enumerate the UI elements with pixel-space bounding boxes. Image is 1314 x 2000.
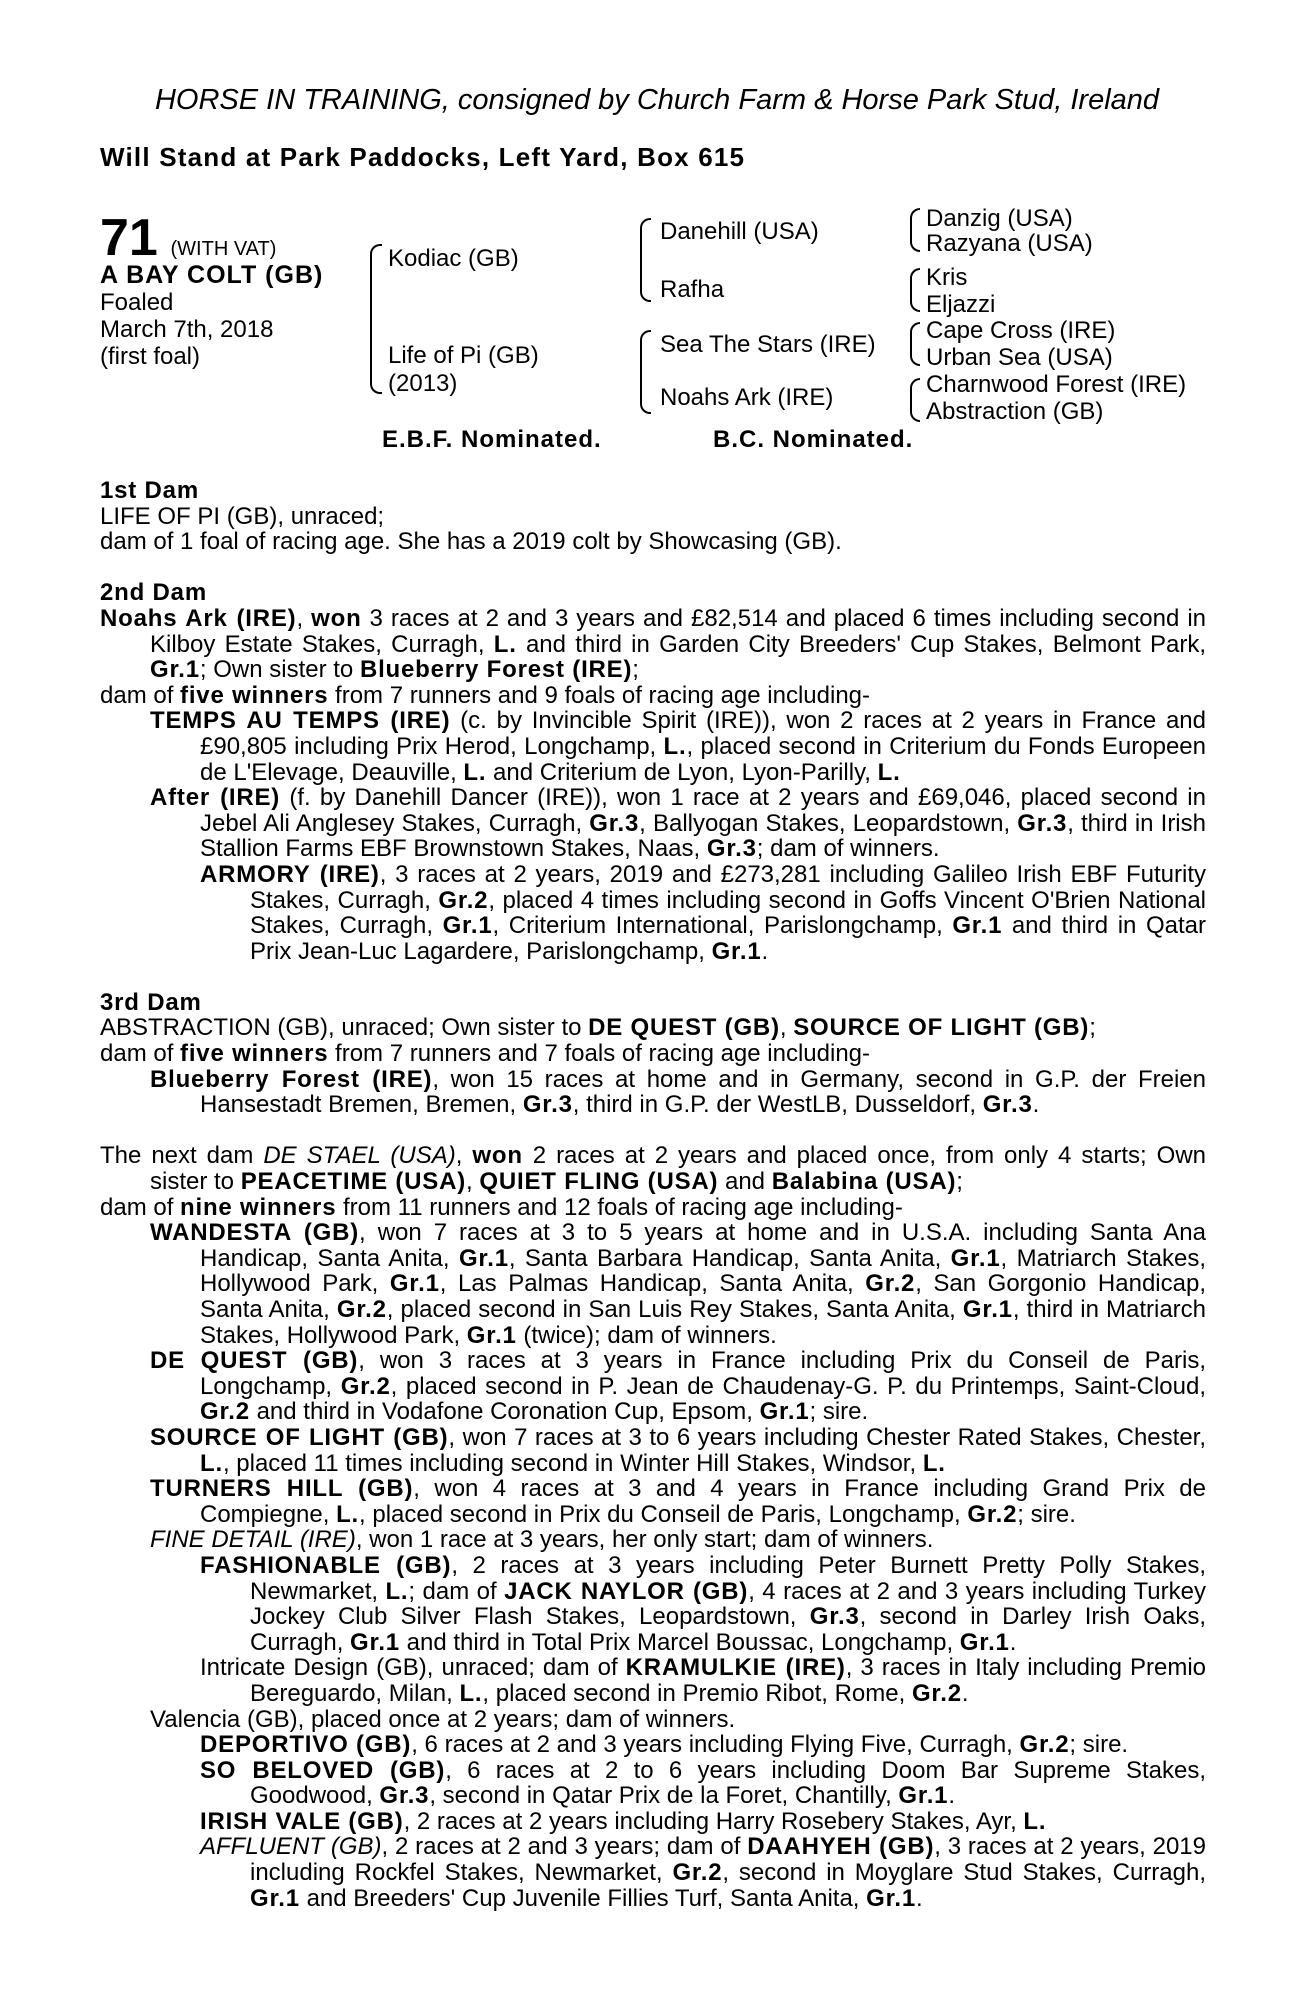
deportivo: DEPORTIVO (GB), 6 races at 2 and 3 years including Flying Five, Curragh, Gr.2; sire. (200, 1731, 1129, 1759)
g-bracket-2 (910, 268, 920, 312)
stable-location: Will Stand at Park Paddocks, Left Yard, Box 615 (100, 142, 746, 172)
g-bracket-1 (910, 208, 920, 252)
g8: Abstraction (GB) (926, 398, 1104, 425)
dam-year: (2013) (388, 370, 458, 397)
g1: Danzig (USA) (926, 205, 1073, 232)
dam-line-bracket (640, 330, 651, 414)
source-of-light: SOURCE OF LIGHT (GB), won 7 races at 3 to 6 years including Chester Rated Stakes, Chester, L., placed 11 times including second in Winter Hill Stakes, Windsor, L. (150, 1423, 1207, 1477)
lot-number: 71 (100, 209, 158, 267)
sire-line-bracket (640, 218, 651, 302)
de-quest: DE QUEST (GB), won 3 races at 3 years in France including Prix du Conseil de Paris, Longchamp, Gr.2, placed second in P. Jean de Chaudenay-G. P. du Printemps, Saint-Cloud, Gr.2 and third in Vodafone Coronation Cup, Epsom, Gr.1; sire. (150, 1347, 1206, 1426)
first-dam-line2: dam of 1 foal of racing age. She has a 2019 colt by Showcasing (GB). (100, 528, 842, 556)
sire-dam-bracket (370, 244, 382, 394)
dam-sire: Sea The Stars (IRE) (660, 331, 876, 358)
foaled-label: Foaled (100, 289, 174, 316)
dam-dam: Noahs Ark (IRE) (660, 384, 834, 411)
second-dam-produce: dam of five winners from 7 runners and 9 foals of racing age including- (100, 681, 871, 709)
armory: ARMORY (IRE), 3 races at 2 years, 2019 and £273,281 including Galileo Irish EBF Futurity Stakes, Curragh, Gr.2, placed 4 times including second in Goffs Vincent O'Brien National Stakes, Curragh, Gr.1, Criterium International, Parislongchamp, Gr.1 and third in Qatar Prix Jean-Luc Lagardere, Parislongchamp, Gr.1. (200, 860, 1207, 965)
sire-dam: Rafha (660, 276, 725, 303)
g5: Cape Cross (IRE) (926, 317, 1116, 344)
pedigree-notes (100, 478, 1206, 1911)
third-dam-record: ABSTRACTION (GB), unraced; Own sister to DE QUEST (GB), SOURCE OF LIGHT (GB); (100, 1014, 1096, 1042)
sire: Kodiac (GB) (388, 245, 519, 272)
g2: Razyana (USA) (926, 230, 1093, 257)
lot-description: A BAY COLT (GB) (100, 261, 324, 289)
foal-note: (first foal) (100, 343, 201, 370)
g6: Urban Sea (USA) (926, 344, 1113, 371)
vat-note: (WITH VAT) (170, 238, 277, 260)
second-dam-record: Noahs Ark (IRE), won 3 races at 2 and 3 years and £82,514 and placed 6 times including second in Kilboy Estate Stakes, Curragh, L. and third in Garden City Breeders' Cup Stakes, Belmont Park, Gr.1; Own sister to Blueberry Forest (IRE); (100, 604, 1206, 684)
g-bracket-4 (910, 378, 920, 422)
g-bracket-3 (910, 322, 920, 366)
fashionable: FASHIONABLE (GB), 2 races at 3 years including Peter Burnett Pretty Polly Stakes, Newmarket, L.; dam of JACK NAYLOR (GB), 4 races at 2 and 3 years including Turkey Jockey Club Silver Flash Stakes, Leopardstown, Gr.3, second in Darley Irish Oaks, Curragh, Gr.1 and third in Total Prix Marcel Boussac, Longchamp, Gr.1. (200, 1551, 1206, 1656)
temps-au-temps: TEMPS AU TEMPS (IRE) (c. by Invincible Spirit (IRE)), won 2 races at 2 years in France and £90,805 including Prix Herod, Longchamp, L., placed second in Criterium du Fonds Europeen de L'Elevage, Deauville, L. and Criterium de Lyon, Lyon-Parilly, L. (150, 707, 1206, 786)
g7: Charnwood Forest (IRE) (926, 371, 1187, 398)
affluent: AFFLUENT (GB), 2 races at 2 and 3 years; dam of DAAHYEH (GB), 3 races at 2 years, 2019 including Rockfel Stakes, Newmarket, Gr.2, second in Moyglare Stud Stakes, Curragh, Gr.1 and Breeders' Cup Juvenile Fillies Turf, Santa Anita, Gr.1. (200, 1833, 1206, 1912)
next-dam-record: The next dam DE STAEL (USA), won 2 races at 2 years and placed once, from only 4 starts; Own sister to PEACETIME (USA), QUIET FLING (USA) and Balabina (USA); (100, 1142, 1206, 1196)
turners-hill: TURNERS HILL (GB), won 4 races at 3 and 4 years in France including Grand Prix de Compiegne, L., placed second in Prix du Conseil de Paris, Longchamp, Gr.2; sire. (150, 1475, 1206, 1528)
g4: Eljazzi (926, 291, 996, 318)
second-dam-heading: 2nd Dam (100, 579, 207, 607)
lot-number-line (100, 209, 277, 267)
intricate-design: Intricate Design (GB), unraced; dam of KRAMULKIE (IRE), 3 races in Italy including Premio Bereguardo, Milan, L., placed second in Premio Ribot, Rome, Gr.2. (200, 1654, 1206, 1707)
bc-nominated: B.C. Nominated. (713, 426, 914, 453)
dam: Life of Pi (GB) (388, 342, 539, 369)
foaled-date: March 7th, 2018 (100, 316, 274, 343)
so-beloved: SO BELOVED (GB), 6 races at 2 to 6 years including Doom Bar Supreme Stakes, Goodwood, Gr.3, second in Qatar Prix de la Foret, Chantilly, Gr.1. (200, 1756, 1206, 1810)
third-dam-heading: 3rd Dam (100, 988, 202, 1016)
g3: Kris (926, 264, 968, 291)
sire-sire: Danehill (USA) (660, 218, 819, 245)
ebf-nominated: E.B.F. Nominated. (382, 426, 602, 453)
after: After (IRE) (f. by Danehill Dancer (IRE)), won 1 race at 2 years and £69,046, placed second in Jebel Ali Anglesey Stakes, Curragh, Gr.3, Ballyogan Stakes, Leopardstown, Gr.3, third in Irish Stallion Farms EBF Brownstown Stakes, Naas, Gr.3; dam of winners. (150, 784, 1206, 863)
blueberry-forest: Blueberry Forest (IRE), won 15 races at home and in Germany, second in G.P. der Freien Hansestadt Bremen, Bremen, Gr.3, third in G.P. der WestLB, Dusseldorf, Gr.3. (150, 1065, 1206, 1119)
next-dam-produce: dam of nine winners from 11 runners and 12 foals of racing age including- (100, 1193, 903, 1221)
irish-vale: IRISH VALE (GB), 2 races at 2 years including Harry Rosebery Stakes, Ayr, L. (200, 1807, 1047, 1835)
fine-detail: FINE DETAIL (IRE), won 1 race at 3 years, her only start; dam of winners. (150, 1526, 934, 1554)
first-dam-line1: LIFE OF PI (GB), unraced; (100, 502, 385, 530)
valencia: Valencia (GB), placed once at 2 years; dam of winners. (150, 1705, 736, 1733)
wandesta: WANDESTA (GB), won 7 races at 3 to 5 years at home and in U.S.A. including Santa Ana Handicap, Santa Anita, Gr.1, Santa Barbara Handicap, Santa Anita, Gr.1, Matriarch Stakes, Hollywood Park, Gr.1, Las Palmas Handicap, Santa Anita, Gr.2, San Gorgonio Handicap, Santa Anita, Gr.2, placed second in San Luis Rey Stakes, Santa Anita, Gr.1, third in Matriarch Stakes, Hollywood Park, Gr.1 (twice); dam of winners. (150, 1219, 1207, 1349)
first-dam-heading: 1st Dam (100, 477, 199, 504)
third-dam-produce: dam of five winners from 7 runners and 7 foals of racing age including- (100, 1040, 871, 1068)
page-title: HORSE IN TRAINING, consigned by Church Farm & Horse Park Stud, Ireland (154, 84, 1160, 116)
